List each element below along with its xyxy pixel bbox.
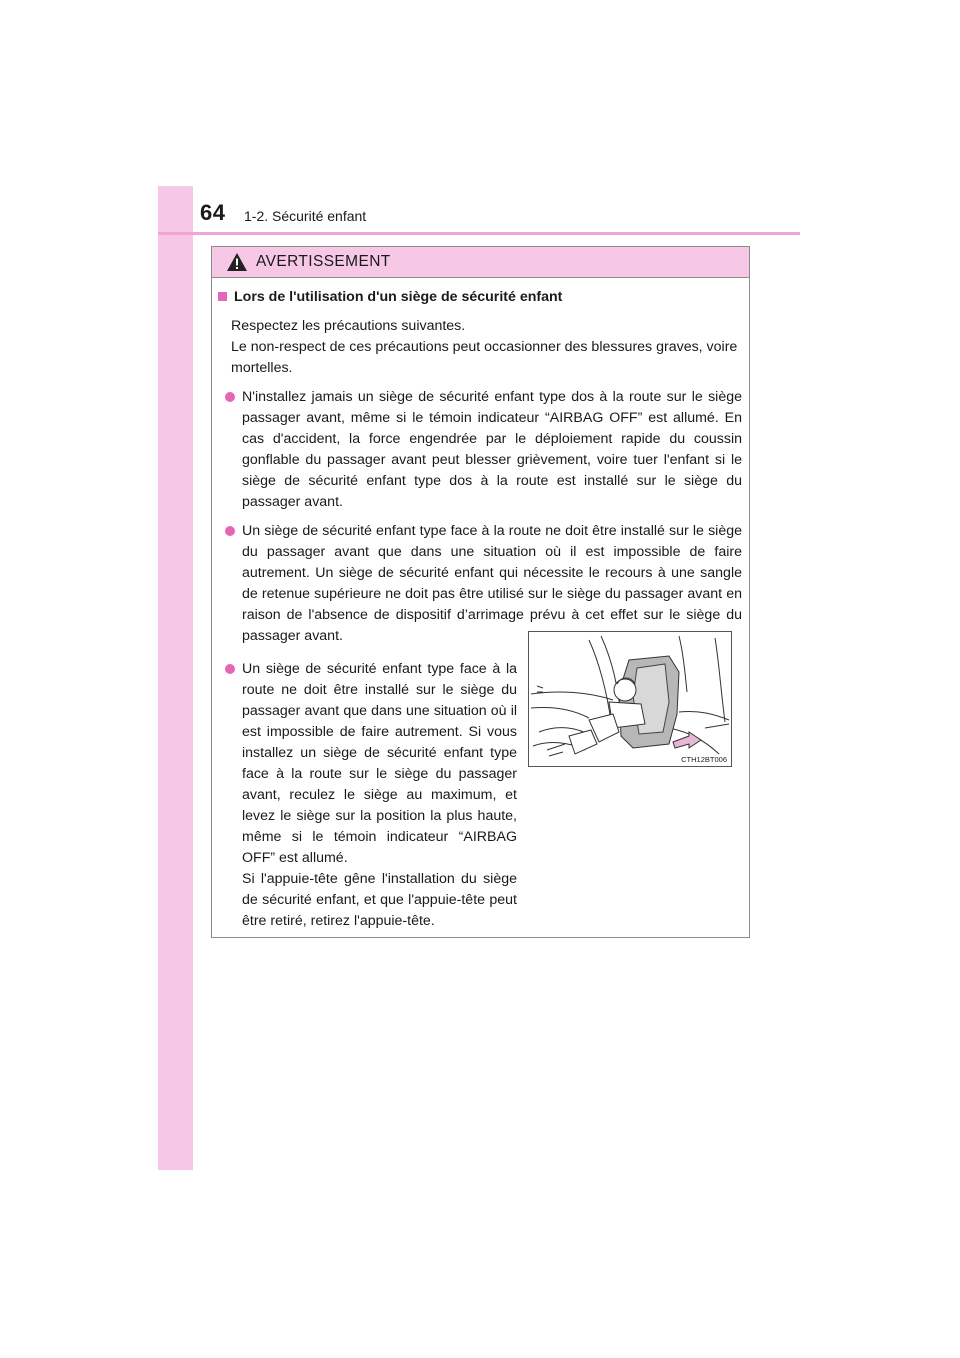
section-title: 1-2. Sécurité enfant <box>244 208 367 224</box>
page-number: 64 <box>200 200 226 225</box>
header-rule <box>158 232 800 235</box>
warning-header <box>212 247 749 278</box>
warning-content <box>212 287 749 932</box>
bullet-text: Un siège de sécurité enfant type face à la route ne doit être installé sur le siège du passager avant que dans une situation où il est impossible de faire autrement. Si vous installez un siège de sécurité enfant type face à la route sur le siège du passager avant, reculez le siège au maximum, et levez le siège sur la position la plus haute, même si le témoin indicateur “AIRBAG OFF” est allumé. <box>242 661 517 866</box>
bullet-text: N'installez jamais un siège de sécurité enfant type dos à la route sur le siège passager avant, même si le témoin indicateur “AIRBAG OFF” est allumé. En cas d'accident, la force engendrée par le déploiement rapide du coussin gonflable du passager avant peut blesser grièvement, voire tuer l'enfant si le siège de sécurité enfant type dos à la route est installé sur le siège du passager avant. <box>242 389 742 510</box>
side-tab-strip <box>158 186 193 1170</box>
bullet-item-with-figure <box>242 659 517 932</box>
round-bullet-icon <box>225 392 235 402</box>
warning-triangle-icon <box>226 252 248 272</box>
warning-heading <box>218 287 739 308</box>
warning-box <box>211 246 750 938</box>
bullet-item <box>242 521 742 647</box>
child-seat-illustration <box>528 631 732 767</box>
intro-line: Le non-respect de ces précautions peut occasionner des blessures graves, voire mortelles. <box>231 339 738 376</box>
square-bullet-icon <box>218 292 227 301</box>
bullet-item <box>242 387 742 513</box>
warning-title: AVERTISSEMENT <box>256 253 391 270</box>
bullet-text: Un siège de sécurité enfant type face à la route ne doit être installé sur le siège du passager avant que dans une situation où il est impossible de faire autrement. Un siège de sécurité enfant qui nécessite le recours à une sangle de retenue supérieure ne doit pas être utilisé sur le siège du passager avant en raison de l'absence de dispositif d’arrimage prévu à cet effet sur le siège du passager avant. <box>242 523 742 644</box>
warning-heading-text: Lors de l'utilisation d'un siège de sécurité enfant <box>234 289 563 305</box>
child-seat-drawing <box>529 632 731 766</box>
bullet-text-continued: Si l'appuie-tête gêne l'installation du siège de sécurité enfant, et que l'appuie-tête peut être retiré, retirez l'appuie-tête. <box>242 871 517 929</box>
round-bullet-icon <box>225 526 235 536</box>
intro-line: Respectez les précautions suivantes. <box>231 318 466 334</box>
intro-paragraph <box>231 316 739 379</box>
figure-code: CTH12BT006 <box>681 755 727 764</box>
round-bullet-icon <box>225 664 235 674</box>
